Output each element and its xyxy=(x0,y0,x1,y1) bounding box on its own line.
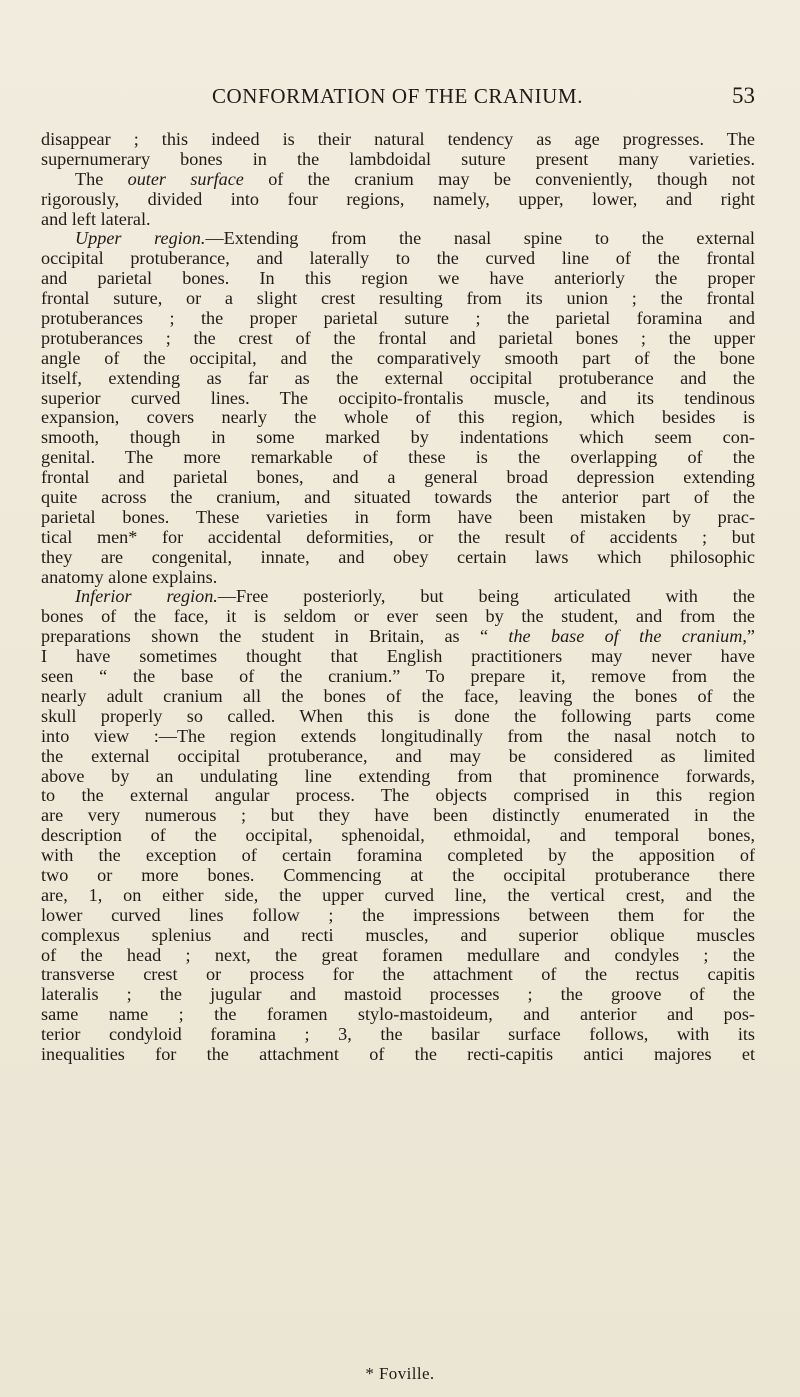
running-head xyxy=(40,83,755,109)
text-line: and parietal bones. In this region we have anteriorly the proper xyxy=(41,269,755,289)
italic-term: outer surface xyxy=(127,169,244,189)
text-line: frontal suture, or a slight crest resulting from its union ; the frontal xyxy=(41,289,755,309)
text-line: description of the occipital, sphenoidal, ethmoidal, and temporal bones, xyxy=(41,826,755,846)
page-number: 53 xyxy=(732,83,755,108)
text-line: lower curved lines follow ; the impressions between them for the xyxy=(41,905,755,925)
italic-quote: the base of the cranium xyxy=(508,627,743,647)
text-line: skull properly so called. When this is done the following parts come xyxy=(41,706,755,726)
text-line: into view :—The region extends longitudinally from the nasal notch to xyxy=(41,726,755,746)
text-span: preparations shown the student in Britain, as “ xyxy=(41,627,509,647)
text-line: above by an undulating line extending from that prominence forwards, xyxy=(41,766,755,786)
text-line: parietal bones. These varieties in form have been mistaken by prac- xyxy=(41,507,755,527)
text-line: occipital protuberance, and laterally to the curved line of the frontal xyxy=(41,249,755,269)
text-line: inequalities for the attachment of the recti-capitis antici majores et xyxy=(41,1044,755,1064)
text-span: ,” xyxy=(742,627,755,647)
text-line: frontal and parietal bones, and a general broad depression extending xyxy=(41,468,755,488)
text-line: complexus splenius and recti muscles, and superior oblique muscles xyxy=(41,925,755,945)
text-line: to the external angular process. The objects comprised in this region xyxy=(41,786,755,806)
text-line: expansion, covers nearly the whole of this region, which besides is xyxy=(41,408,755,428)
text-span: —Free posteriorly, but being articulated with the xyxy=(217,587,755,607)
text-line: I have sometimes thought that English practitioners may never have xyxy=(41,647,755,667)
text-line: bones of the face, it is seldom or ever seen by the student, and from the xyxy=(41,607,755,627)
text-line: they are congenital, innate, and obey certain laws which philosophic xyxy=(41,547,755,567)
text-line xyxy=(41,587,755,607)
text-line: the external occipital protuberance, and may be considered as limited xyxy=(41,746,755,766)
body-text xyxy=(41,130,755,1065)
text-span: of the cranium may be conveniently, though not xyxy=(243,169,755,189)
text-line xyxy=(41,170,755,190)
text-line: transverse crest or process for the attachment of the rectus capitis xyxy=(41,965,755,985)
text-line: seen “ the base of the cranium.” To prepare it, remove from the xyxy=(41,667,755,687)
text-line: quite across the cranium, and situated towards the anterior part of the xyxy=(41,488,755,508)
text-line: and left lateral. xyxy=(41,209,151,229)
footnote: * Foville. xyxy=(365,1364,435,1383)
text-line: angle of the occipital, and the comparatively smooth part of the bone xyxy=(41,348,755,368)
text-line: tical men* for accidental deformities, or the result of accidents ; but xyxy=(41,527,755,547)
text-span: —Extending from the nasal spine to the external xyxy=(205,229,755,249)
text-line: anatomy alone explains. xyxy=(41,567,218,587)
text-line: genital. The more remarkable of these is the overlapping of the xyxy=(41,448,755,468)
text-line: superior curved lines. The occipito-frontalis muscle, and its tendinous xyxy=(41,388,755,408)
text-line: rigorously, divided into four regions, namely, upper, lower, and right xyxy=(41,189,755,209)
text-line: protuberances ; the crest of the frontal and parietal bones ; the upper xyxy=(41,328,755,348)
text-line xyxy=(41,229,755,249)
text-line xyxy=(41,627,755,647)
text-line: terior condyloid foramina ; 3, the basilar surface follows, with its xyxy=(41,1025,755,1045)
text-line: same name ; the foramen stylo-mastoideum, and anterior and pos- xyxy=(41,1005,755,1025)
text-line: protuberances ; the proper parietal suture ; the parietal foramina and xyxy=(41,309,755,329)
text-line: disappear ; this indeed is their natural tendency as age progresses. The xyxy=(41,130,755,149)
text-line: are very numerous ; but they have been distinctly enumerated in the xyxy=(41,806,755,826)
text-line: with the exception of certain foramina completed by the apposition of xyxy=(41,846,755,866)
text-line: of the head ; next, the great foramen medullare and condyles ; the xyxy=(41,945,755,965)
text-line: itself, extending as far as the external occipital protuberance and the xyxy=(41,368,755,388)
section-heading-inferior-region: Inferior region. xyxy=(75,587,218,607)
text-line: supernumerary bones in the lambdoidal suture present many varieties. xyxy=(41,149,755,169)
text-line: nearly adult cranium all the bones of the face, leaving the bones of the xyxy=(41,686,755,706)
running-title: CONFORMATION OF THE CRANIUM. xyxy=(211,84,584,108)
text-line: are, 1, on either side, the upper curved line, the vertical crest, and the xyxy=(41,885,755,905)
text-line: smooth, though in some marked by indentations which seem con- xyxy=(41,428,755,448)
text-span: The xyxy=(75,169,128,189)
text-line: two or more bones. Commencing at the occipital protuberance there xyxy=(41,865,755,885)
text-line: lateralis ; the jugular and mastoid processes ; the groove of the xyxy=(41,985,755,1005)
section-heading-upper-region: Upper region. xyxy=(75,229,206,249)
